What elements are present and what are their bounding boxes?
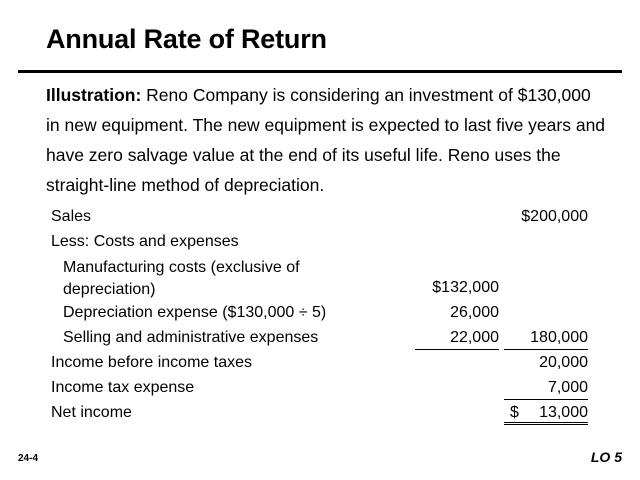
row-selling-admin [46,325,596,350]
income-tax-value: 7,000 [504,375,588,400]
sales-value: $200,000 [521,208,588,225]
slide-number: 24-4 [18,453,39,464]
row-manufacturing [46,254,596,300]
illustration-label: Illustration: [46,85,142,105]
income-before-tax-label: Income before income taxes [51,354,252,371]
row-less-costs [46,229,596,254]
net-income-value: 13,000 [539,404,588,421]
illustration-text: Reno Company is considering an investment of $130,000 in new equipment. The new equipment is expected to last five years and have zero salvage value at the end of its useful life. Reno uses the straight-line method of depreciation. [46,85,606,195]
manufacturing-value: $132,000 [432,279,499,296]
row-income-tax [46,375,596,400]
row-sales [46,204,596,229]
selling-admin-value: 22,000 [415,325,499,350]
income-tax-label: Income tax expense [51,379,195,396]
net-income-cell [504,400,588,425]
slide-title: Annual Rate of Return [46,24,327,54]
illustration-paragraph [46,80,606,200]
income-statement [46,204,596,425]
net-income-label: Net income [51,404,132,421]
depreciation-value: 26,000 [450,304,499,321]
depreciation-label: Depreciation expense ($130,000 ÷ 5) [63,304,327,321]
row-net-income [46,400,596,425]
selling-admin-label: Selling and administrative expenses [63,329,319,346]
less-costs-label: Less: Costs and expenses [51,233,239,250]
manufacturing-label: Manufacturing costs (exclusive of depreciation) [63,259,300,298]
net-income-dollar: $ [510,404,519,421]
income-before-tax-value: 20,000 [539,354,588,371]
title-rule [18,70,622,73]
row-income-before-tax [46,350,596,375]
sales-label: Sales [51,208,92,225]
learning-objective: LO 5 [590,449,622,465]
row-depreciation [46,300,596,325]
total-costs-value: 180,000 [504,325,588,350]
